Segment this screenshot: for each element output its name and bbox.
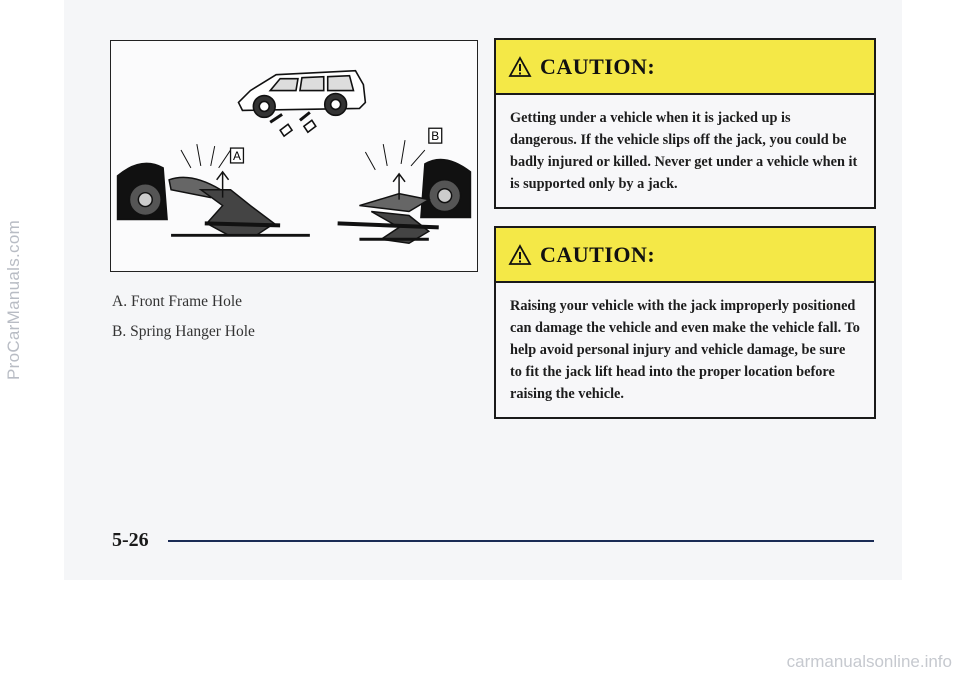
figure-label-a: A xyxy=(233,148,241,163)
caution-text: Raising your vehicle with the jack improperly positioned can damage the vehicle and even make the vehicle fall. To help avoid personal injury and vehicle damage, be sure to fit the jack lift head into the proper location before raising the vehicle. xyxy=(510,298,860,402)
rear-jack-illustration xyxy=(338,140,471,243)
legend-item-front-frame-hole: A. Front Frame Hole xyxy=(112,293,243,310)
jack-location-illustration xyxy=(111,41,477,271)
caution-title: CAUTION: xyxy=(540,241,656,267)
footer-rule xyxy=(168,540,874,542)
jack-location-figure xyxy=(110,40,478,272)
front-jack-illustration xyxy=(118,144,310,235)
figure-legend xyxy=(112,293,255,353)
side-watermark: ProCarManuals.com xyxy=(4,219,23,381)
bottom-watermark: carmanualsonline.info xyxy=(786,652,952,671)
figure-label-b: B xyxy=(431,129,440,144)
caution-box-jacked-vehicle xyxy=(494,38,876,209)
caution-title: CAUTION: xyxy=(540,53,656,79)
legend-item-spring-hanger-hole: B. Spring Hanger Hole xyxy=(112,323,255,340)
page-number: 5-26 xyxy=(112,529,149,551)
caution-text: Getting under a vehicle when it is jacked up is dangerous. If the vehicle slips off the jack, you could be badly injured or killed. Never get under a vehicle when it is supported only by a jack. xyxy=(510,110,858,192)
caution-header xyxy=(496,228,874,283)
warning-triangle-icon xyxy=(508,244,532,266)
vehicle-icon xyxy=(238,71,365,136)
warning-triangle-icon xyxy=(508,56,532,78)
caution-box-jack-position xyxy=(494,226,876,419)
caution-header xyxy=(496,40,874,95)
